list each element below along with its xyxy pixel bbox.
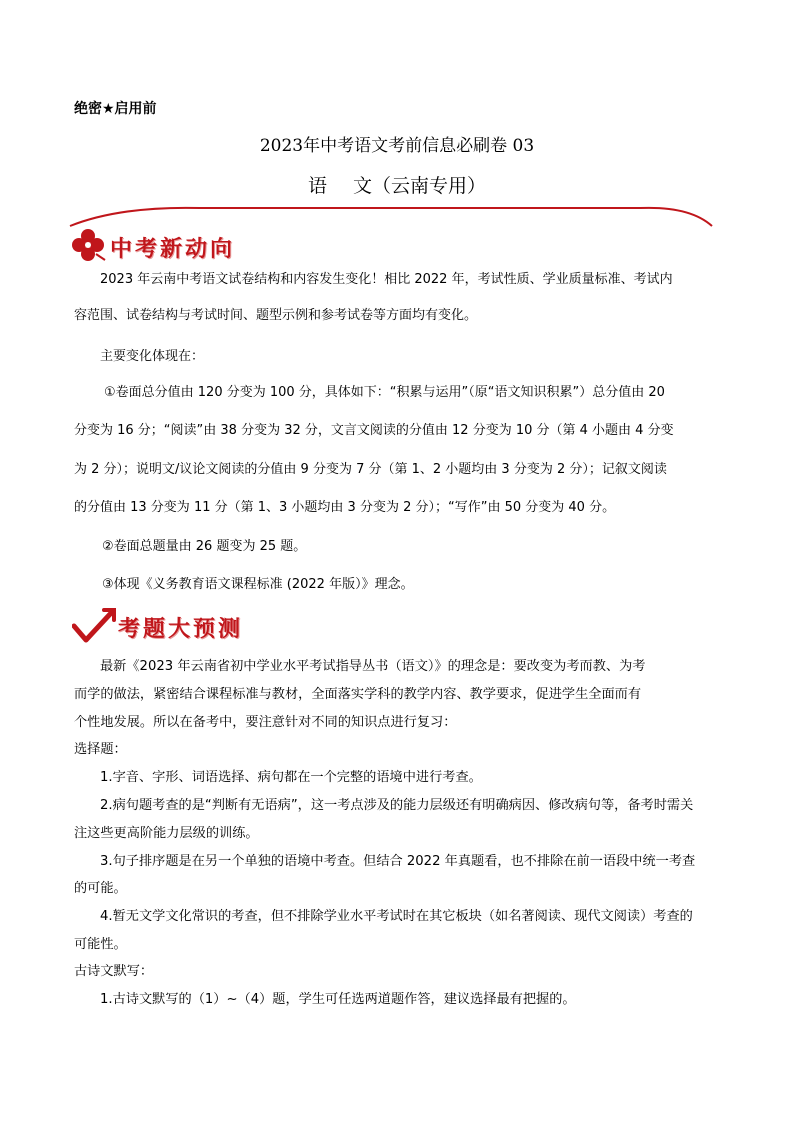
change-1-line-2: 分变为 16 分；“阅读”由 38 分变为 32 分，文言文阅读的分值由 12 分变为 10 分（第 4 小题由 4 分变 xyxy=(74,423,674,438)
main-changes-label: 主要变化体现在： xyxy=(100,349,205,364)
choice-label: 选择题： xyxy=(74,742,127,757)
prediction-intro-line-2: 而学的做法，紧密结合课程标准与教材，全面落实学科的教学内容、教学要求，促进学生全面而有 xyxy=(74,687,642,702)
prediction-intro-line-1: 最新《2023 年云南省初中学业水平考试指导丛书（语文）》的理念是：要改变为考而教、为考 xyxy=(100,659,646,674)
trend-intro-line-2: 容范围、试卷结构与考试时间、题型示例和参考试卷等方面均有变化。 xyxy=(74,308,478,323)
page-title: 2023年中考语文考前信息必刷卷 03 xyxy=(259,136,535,156)
choice-item-2-line-2: 注这些更高阶能力层级的训练。 xyxy=(74,826,259,841)
choice-item-1: 1.字音、字形、词语选择、病句都在一个完整的语境中进行考查。 xyxy=(100,770,482,785)
subject-rest: 文（云南专用） xyxy=(353,175,487,197)
section-heading-predictions xyxy=(72,606,243,648)
change-1-line-4: 的分值由 13 分变为 11 分（第 1、3 小题均由 3 分变为 2 分）；“写作”由 50 分变为 40 分。 xyxy=(74,500,616,515)
secret-label: 绝密★启用前 xyxy=(74,101,157,117)
change-1-line-3: 为 2 分）；说明文/议论文阅读的分值由 9 分变为 7 分（第 1、2 小题均由 3 分变为 2 分）；记叙文阅读 xyxy=(74,462,667,477)
section-heading-trends xyxy=(70,228,235,266)
change-1-line-1: ①卷面总分值由 120 分变为 100 分，具体如下：“积累与运用”（原“语文知识积累”）总分值由 20 xyxy=(104,385,665,400)
subject-char: 语 xyxy=(307,175,327,197)
check-arrow-icon xyxy=(72,606,118,648)
section-heading-label: 考题大预测 xyxy=(118,616,244,642)
change-3: ③体现《义务教育语文课程标准 (2022 年版）》理念。 xyxy=(102,577,414,592)
prediction-intro-line-3: 个性地发展。所以在备考中，要注意针对不同的知识点进行复习： xyxy=(74,715,457,730)
clover-icon xyxy=(70,228,110,266)
choice-item-3-line-1: 3.句子排序题是在另一个单独的语境中考查。但结合 2022 年真题看，也不排除在前一语段中统一考查 xyxy=(100,854,696,869)
choice-item-4-line-2: 可能性。 xyxy=(74,937,127,952)
choice-item-4-line-1: 4.暂无文学文化常识的考查，但不排除学业水平考试时在其它板块（如名著阅读、现代文阅读）考查的 xyxy=(100,909,693,924)
change-2: ②卷面总题量由 26 题变为 25 题。 xyxy=(102,539,307,554)
poem-item-1: 1.古诗文默写的（1）~（4）题，学生可任选两道题作答，建议选择最有把握的。 xyxy=(100,992,576,1007)
poem-label: 古诗文默写： xyxy=(74,964,154,979)
trend-intro-line-1: 2023 年云南中考语文试卷结构和内容发生变化！相比 2022 年，考试性质、学业质量标准、考试内 xyxy=(100,272,673,287)
choice-item-3-line-2: 的可能。 xyxy=(74,881,127,896)
page-subtitle xyxy=(0,171,794,198)
choice-item-2-line-1: 2.病句题考查的是“判断有无语病”，这一考点涉及的能力层级还有明确病因、修改病句等，备考时需关 xyxy=(100,798,694,813)
section-heading-label: 中考新动向 xyxy=(110,236,236,262)
